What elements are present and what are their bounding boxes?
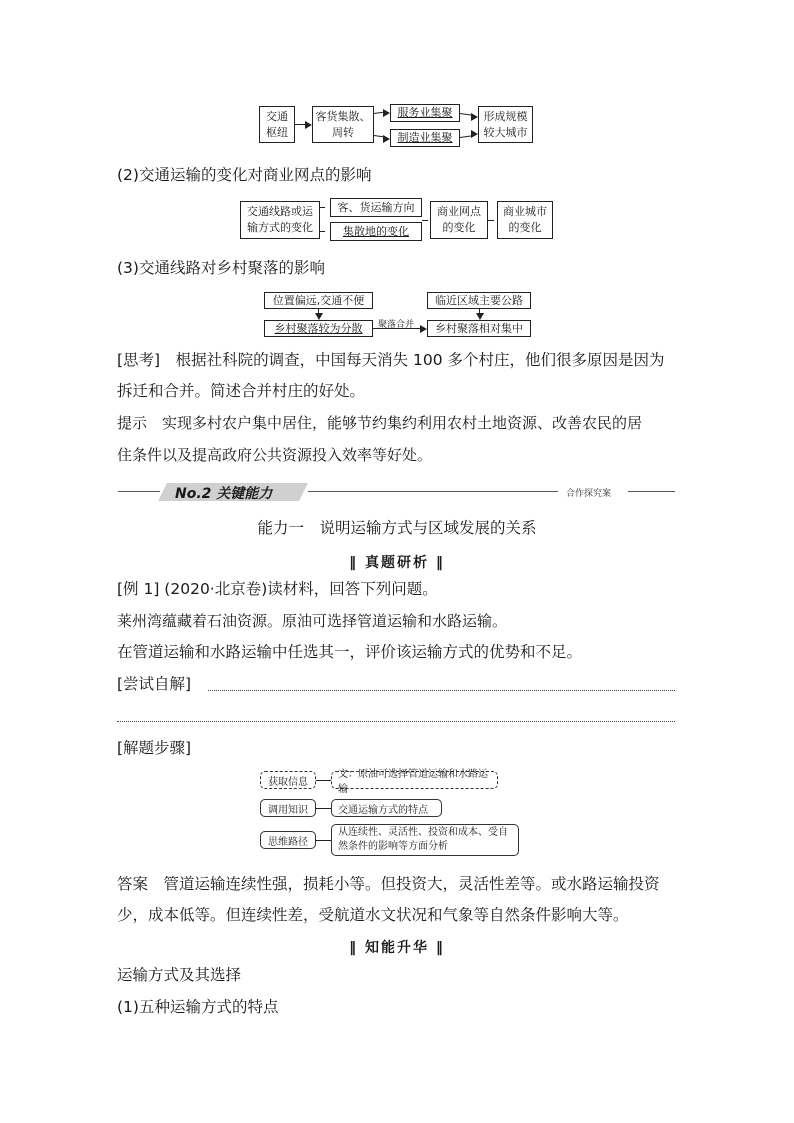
diagram1-box-distribution: 客货集散、 周转: [312, 106, 374, 143]
section-badge: No.2 关键能力: [175, 486, 273, 502]
diagram3-box-concentrated-label: 乡村聚落相对集中: [435, 321, 523, 335]
steps-label: [解题步骤]: [117, 739, 192, 757]
diagram3-box-scattered: [264, 320, 373, 337]
step3-text-line1: 从连续性、灵活性、投资和成本、受自: [338, 827, 508, 838]
think-line2: 拆迁和合并。简述合并村庄的好处。: [117, 382, 366, 400]
topic-subheading: (1)五种运输方式的特点: [117, 998, 279, 1016]
diagram2-box-distribution-label: 集散地的变化: [343, 224, 409, 238]
diagram1-box-manufacturing-label: 制造业集聚: [397, 131, 453, 145]
answer-line-1: [208, 690, 675, 691]
diagram2-box-city-change: 商业城市 的变化: [497, 201, 553, 239]
diagram2-box-direction: [330, 198, 422, 217]
step2-text: 交通运输方式的特点: [331, 799, 442, 817]
question-text: 在管道运输和水路运输中任选其一，评价该运输方式的优势和不足。: [117, 643, 583, 661]
answer-line1: 答案 管道运输连续性强，损耗小等。但投资大，灵活性差等。或水路运输投资: [117, 875, 660, 893]
section-right-label: 合作探究案: [566, 489, 612, 499]
step2-label: 调用知识: [260, 799, 316, 817]
subheading-knowledge: ‖ 知能升华 ‖: [349, 940, 445, 956]
topic-heading: 运输方式及其选择: [117, 966, 242, 984]
answer-line-2: [117, 721, 675, 722]
think-line1: [思考] 根据社科院的调查，中国每天消失 100 多个村庄，他们很多原因是因为: [117, 351, 665, 369]
diagram2-box-route-change: 交通线路或运 输方式的变化: [240, 201, 320, 239]
diagram2-box-network-change: 商业网点 的变化: [430, 201, 488, 239]
diagram3-box-concentrated: [427, 320, 531, 337]
material-text: 莱州湾蕴藏着石油资源。原油可选择管道运输和水路运输。: [117, 612, 508, 630]
heading-commerce-impact: (2)交通运输的变化对商业网点的影响: [117, 166, 372, 184]
diagram3-box-remote: 位置偏远,交通不便: [264, 292, 373, 309]
step3-label: 思维路径: [260, 831, 316, 849]
diagram1-box-service-label: 服务业集聚: [397, 106, 453, 120]
ability-title: 能力一 说明运输方式与区域发展的关系: [257, 519, 537, 537]
heading-village-impact: (3)交通线路对乡村聚落的影响: [117, 259, 325, 277]
diagram2-box-distribution-change: [330, 222, 422, 241]
try-label: [尝试自解]: [117, 675, 192, 693]
hint-line1: 提示 实现多村农户集中居住，能够节约集约利用农村土地资源、改善农民的居: [117, 414, 643, 432]
diagram2-box-direction-label: 客、货运输方向: [337, 200, 415, 214]
step3-text: [331, 824, 519, 856]
diagram1-box-hub: 交通 枢纽: [259, 106, 295, 143]
diagram1-box-manufacturing: [390, 129, 460, 147]
subheading-real-exam: ‖ 真题研析 ‖: [349, 555, 445, 571]
diagram1-box-service: [390, 104, 460, 122]
step1-label: 获取信息: [260, 771, 316, 789]
diagram3-box-near-road: 临近区域主要公路: [427, 292, 531, 309]
diagram3-box-scattered-label: 乡村聚落较为分散: [274, 321, 363, 335]
step3-text-line2: 然条件的影响等方面分析: [338, 841, 448, 852]
step1-text: 文：原油可选择管道运输和水路运输: [331, 771, 498, 789]
answer-line2: 少，成本低等。但连续性差，受航道水文状况和气象等自然条件影响大等。: [117, 906, 629, 924]
diagram3-arrow-label: 聚落合并: [378, 320, 415, 330]
example-heading: [例 1] (2020·北京卷)读材料，回答下列问题。: [117, 580, 438, 598]
hint-line2: 住条件以及提高政府公共资源投入效率等好处。: [117, 446, 433, 464]
diagram1-box-city: 形成规模 较大城市: [478, 106, 533, 143]
